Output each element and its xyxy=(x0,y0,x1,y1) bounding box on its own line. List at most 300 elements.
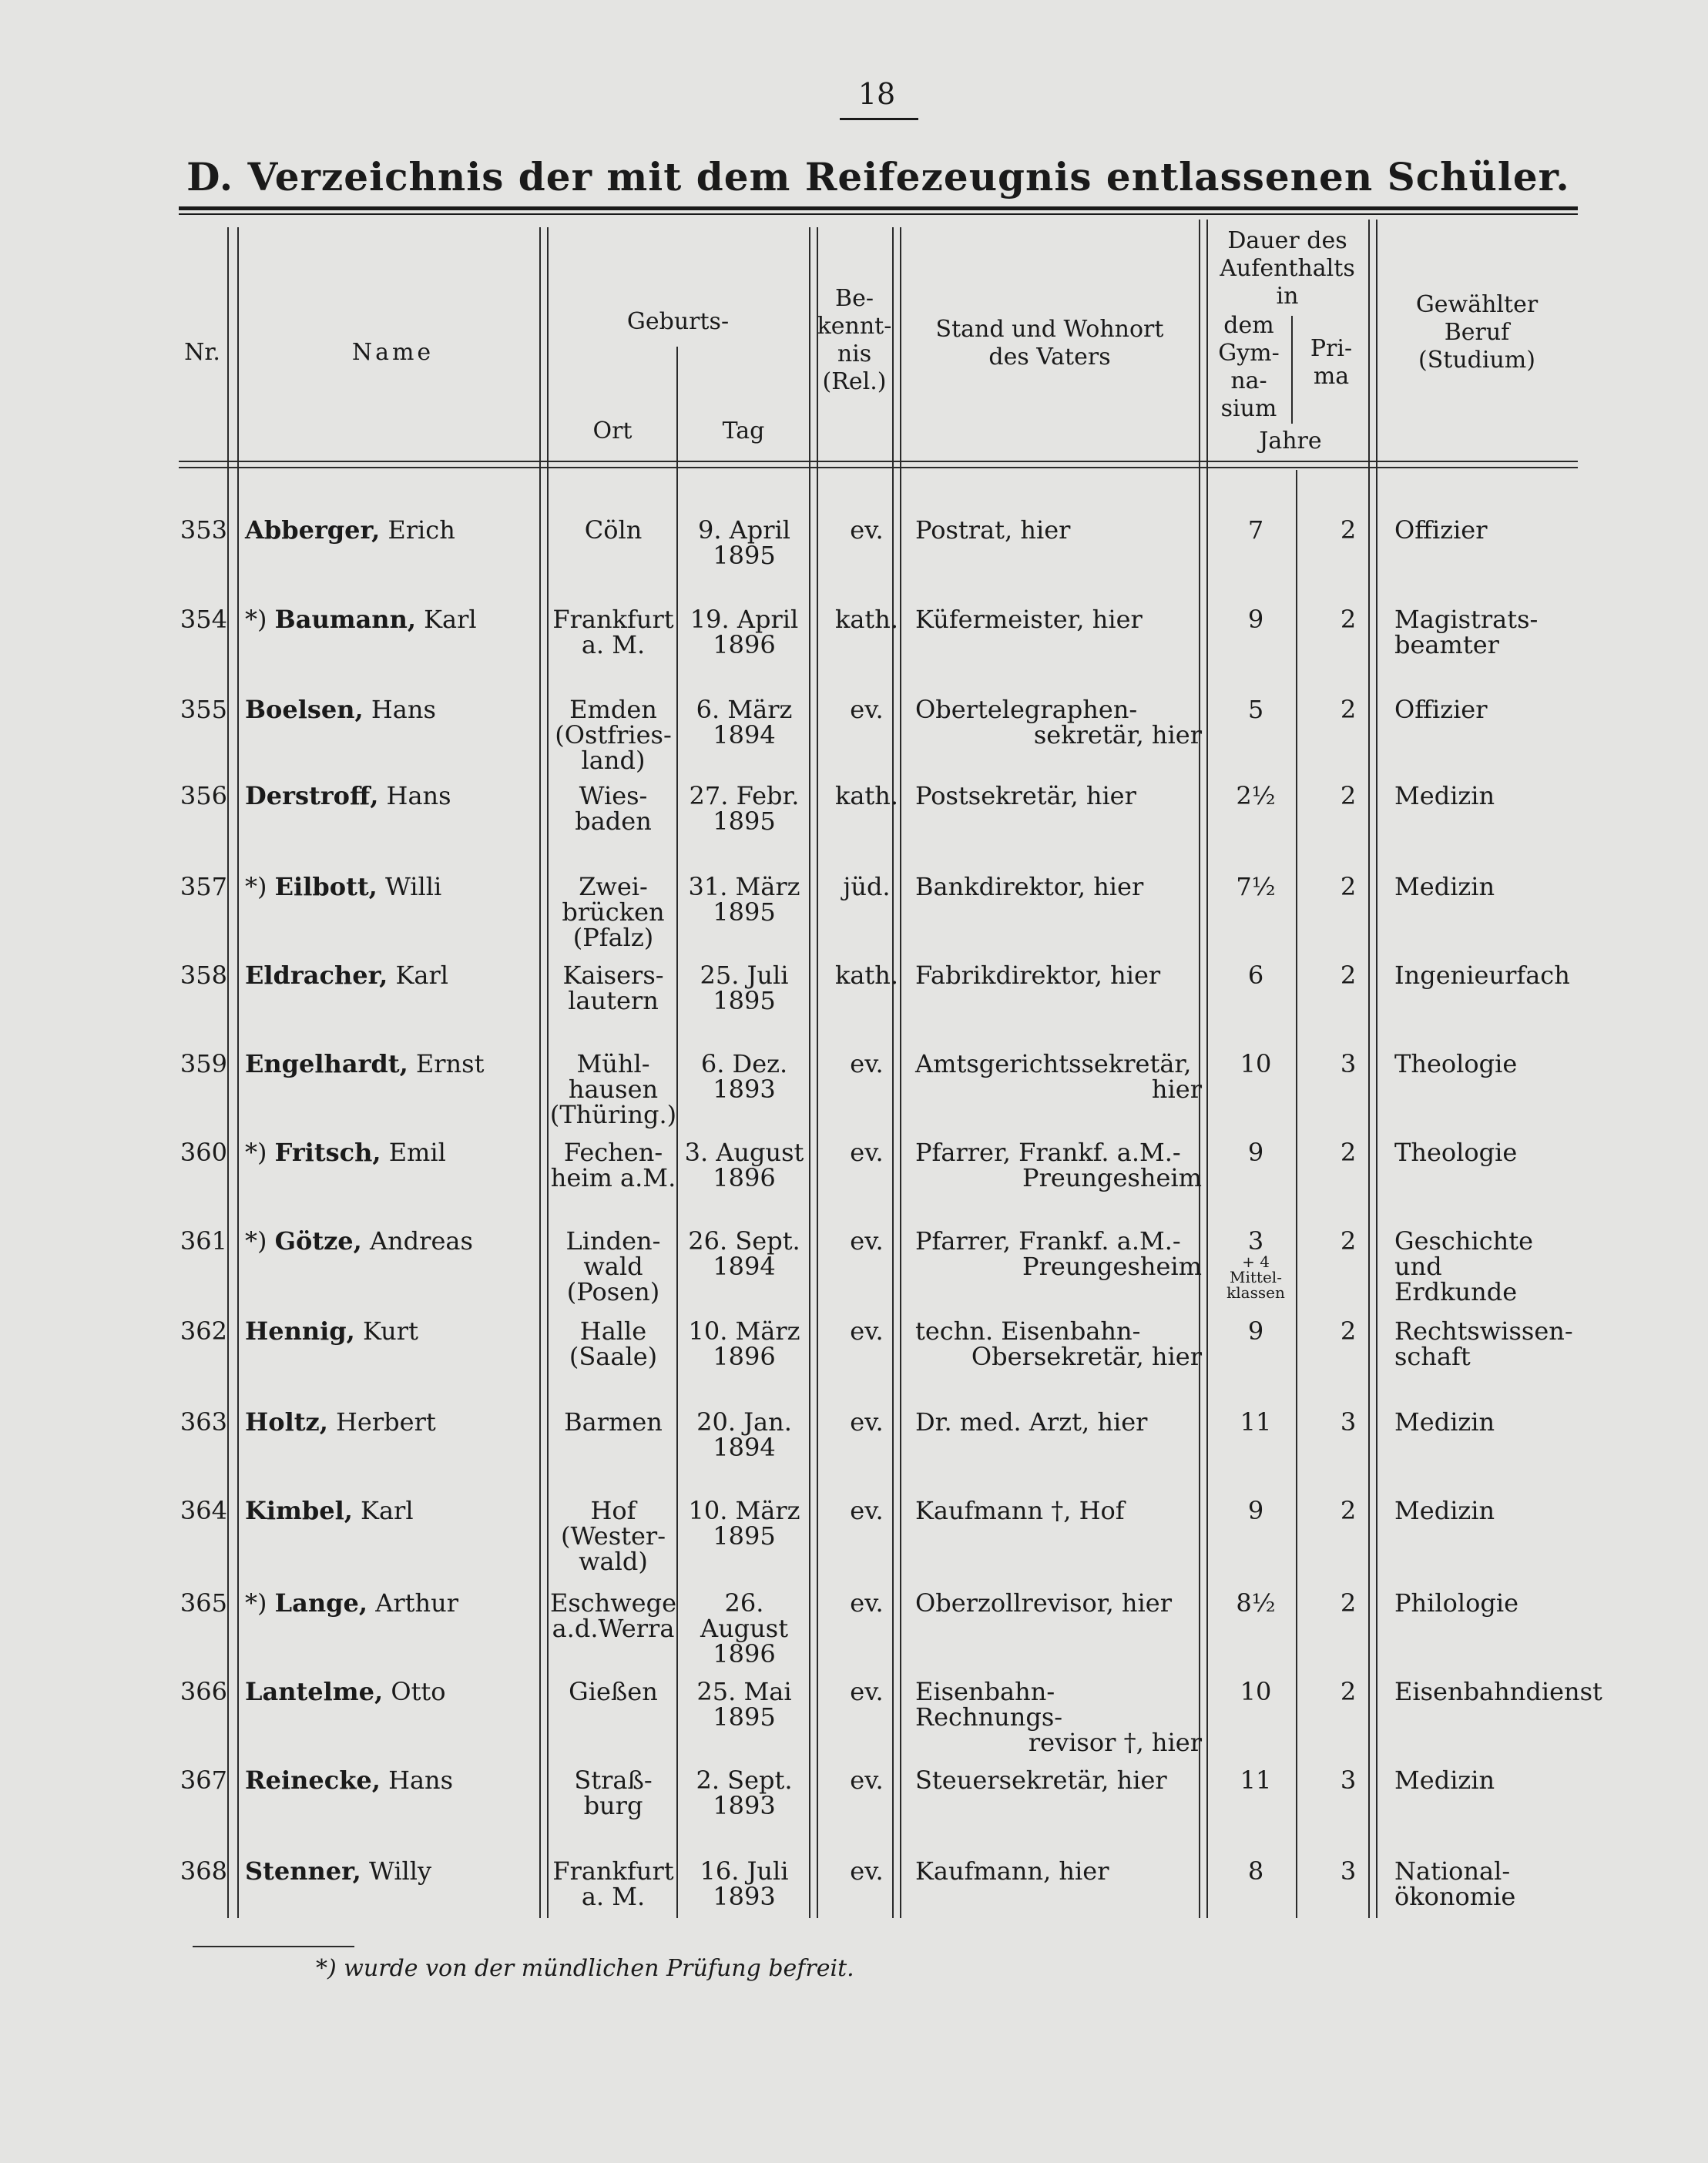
birth-place xyxy=(549,697,678,773)
cell-line: Bankdirektor, hier xyxy=(915,872,1144,901)
cell-line: Theologie xyxy=(1394,1138,1518,1167)
cell-line: techn. Eisenbahn- xyxy=(915,1316,1141,1346)
cell-line: 1894 xyxy=(713,720,776,750)
cell-line: 1894 xyxy=(713,1433,776,1462)
cell-line: Mittel- xyxy=(1230,1268,1282,1286)
student-surname: Reinecke, xyxy=(245,1766,381,1795)
cell-line: Dr. med. Arzt, hier xyxy=(915,1407,1148,1437)
cell-line: heim a.M. xyxy=(550,1163,676,1192)
birth-date xyxy=(678,1588,810,1668)
student-firstname: Karl xyxy=(424,605,477,634)
header-gym: dem Gym- na- sium xyxy=(1218,312,1280,422)
chosen-profession xyxy=(1394,1588,1579,1618)
religion: ev. xyxy=(850,515,884,545)
student-surname: Lantelme, xyxy=(245,1677,384,1706)
cell-line: Medizin xyxy=(1394,1766,1495,1795)
years-prima: 2 xyxy=(1340,695,1357,724)
student-surname: Hennig, xyxy=(245,1316,355,1346)
cell-line: Küfermeister, hier xyxy=(915,605,1143,634)
student-firstname: Arthur xyxy=(375,1588,458,1618)
cell-line: 2. Sept. xyxy=(696,1766,793,1795)
father-occupation xyxy=(915,1679,1202,1756)
cell-line: Oberzollrevisor, hier xyxy=(915,1588,1172,1618)
cell-line: 1895 xyxy=(713,986,776,1015)
cell-line: 3. August xyxy=(684,1138,804,1167)
father-occupation xyxy=(915,1856,1202,1886)
student-name xyxy=(245,963,545,988)
row-number: 366 xyxy=(180,1677,227,1706)
cell-line: Frankfurt xyxy=(552,605,674,634)
years-prima: 3 xyxy=(1340,1407,1357,1437)
cell-line: Medizin xyxy=(1394,781,1495,810)
cell-line: Kaufmann, hier xyxy=(915,1856,1109,1886)
cell-line: 9. April xyxy=(697,515,791,545)
years-gymnasium xyxy=(1210,1316,1302,1346)
years-prima: 2 xyxy=(1340,1677,1357,1706)
student-surname: Baumann, xyxy=(274,605,416,634)
cell-line: Offizier xyxy=(1394,515,1488,545)
chosen-profession xyxy=(1394,1140,1579,1165)
row-number: 364 xyxy=(180,1496,227,1525)
birth-date xyxy=(678,1226,810,1281)
birth-date xyxy=(678,607,810,658)
row-number: 368 xyxy=(180,1856,227,1886)
cell-line: 7½ xyxy=(1236,872,1276,901)
cell-line: 2½ xyxy=(1236,781,1276,810)
row-number: 356 xyxy=(180,781,227,810)
student-firstname: Herbert xyxy=(336,1407,436,1437)
father-occupation xyxy=(915,1316,1202,1371)
cell-line: National- xyxy=(1394,1856,1511,1886)
student-firstname: Ernst xyxy=(415,1049,485,1078)
student-firstname: Kurt xyxy=(362,1316,418,1346)
father-occupation xyxy=(915,697,1202,748)
cell-line: Erdkunde xyxy=(1394,1277,1518,1306)
student-surname: Lange, xyxy=(274,1588,368,1618)
cell-line: Rechtswissen- xyxy=(1394,1316,1573,1346)
cell-line: + 4 xyxy=(1242,1253,1270,1271)
cell-line: Emden xyxy=(569,695,657,724)
student-name xyxy=(245,1226,545,1256)
religion: kath. xyxy=(834,961,899,990)
student-name xyxy=(245,1407,545,1437)
years-gymnasium xyxy=(1210,697,1302,723)
cell-line: Straß- xyxy=(574,1766,653,1795)
religion: ev. xyxy=(850,1766,884,1795)
header-name: Name xyxy=(351,339,435,366)
student-firstname: Emil xyxy=(388,1138,446,1167)
father-occupation xyxy=(915,783,1202,809)
row-number: 362 xyxy=(180,1316,227,1346)
father-occupation xyxy=(915,1588,1202,1618)
years-gymnasium xyxy=(1210,1407,1302,1437)
years-gymnasium xyxy=(1210,1140,1302,1165)
years-gymnasium xyxy=(1210,1051,1302,1077)
footnote-marker: *) xyxy=(245,1226,267,1256)
birth-date xyxy=(678,1316,810,1371)
years-prima: 2 xyxy=(1340,872,1357,901)
header-dauer: Dauer des Aufenthalts in xyxy=(1220,227,1355,310)
student-name xyxy=(245,515,545,545)
cell-line: 7 xyxy=(1247,515,1264,545)
cell-line: Linden- xyxy=(565,1226,661,1256)
years-gymnasium xyxy=(1210,1679,1302,1705)
religion: ev. xyxy=(850,1856,884,1886)
birth-place xyxy=(549,1588,678,1643)
chosen-profession xyxy=(1394,1407,1579,1437)
birth-place xyxy=(549,1316,678,1371)
years-gymnasium xyxy=(1210,1856,1302,1886)
cell-line: Offizier xyxy=(1394,695,1488,724)
cell-line: hausen xyxy=(568,1075,659,1104)
footnote-marker: *) xyxy=(245,605,267,634)
religion: ev. xyxy=(850,1677,884,1706)
student-firstname: Hans xyxy=(386,781,451,810)
birth-date xyxy=(678,1140,810,1191)
student-firstname: Andreas xyxy=(369,1226,473,1256)
header-tag: Tag xyxy=(722,418,765,444)
cell-line: 1895 xyxy=(713,1702,776,1732)
birth-date xyxy=(678,515,810,570)
cell-line: Barmen xyxy=(564,1407,663,1437)
cell-line: 6. März xyxy=(696,695,793,724)
years-prima: 2 xyxy=(1340,1226,1357,1256)
chosen-profession xyxy=(1394,963,1579,988)
cell-line: Magistrats- xyxy=(1394,605,1539,634)
cell-line: Halle xyxy=(579,1316,647,1346)
header-stand: Stand und Wohnort des Vaters xyxy=(935,316,1164,371)
years-gymnasium xyxy=(1210,1768,1302,1793)
student-name xyxy=(245,1051,545,1077)
cell-line: Fabrikdirektor, hier xyxy=(915,961,1161,990)
father-occupation xyxy=(915,607,1202,632)
student-surname: Engelhardt, xyxy=(245,1049,408,1078)
birth-date xyxy=(678,783,810,834)
cell-line: 25. Mai xyxy=(696,1677,792,1706)
cell-line: Philologie xyxy=(1394,1588,1519,1618)
cell-line: 9 xyxy=(1247,605,1264,634)
cell-line: 19. April xyxy=(690,605,799,634)
birth-place xyxy=(549,874,678,951)
cell-line: Eisenbahn-Rechnungs- xyxy=(915,1677,1063,1732)
student-firstname: Willi xyxy=(384,872,442,901)
row-number: 361 xyxy=(180,1226,227,1256)
cell-line: Wies- xyxy=(579,781,648,810)
years-gymnasium xyxy=(1210,1226,1302,1302)
birth-place xyxy=(549,1226,678,1306)
cell-line: 27. Febr. xyxy=(689,781,800,810)
cell-line: (Thüring.) xyxy=(549,1100,677,1129)
birth-date xyxy=(678,697,810,748)
father-occupation xyxy=(915,1768,1202,1793)
cell-line: Medizin xyxy=(1394,872,1495,901)
religion: kath. xyxy=(834,781,899,810)
chosen-profession xyxy=(1394,1856,1579,1911)
cell-line: 9 xyxy=(1247,1138,1264,1167)
title-rule-thin xyxy=(179,213,1578,215)
cell-line: a. M. xyxy=(581,630,646,659)
page-title: D. Verzeichnis der mit dem Reifezeugnis entlassenen Schüler. xyxy=(186,154,1570,200)
cell-line: 10. März xyxy=(688,1316,800,1346)
religion: ev. xyxy=(850,1496,884,1525)
cell-line: baden xyxy=(575,807,652,836)
cell-line: wald) xyxy=(579,1547,648,1576)
header-nr: Nr. xyxy=(184,339,220,366)
chosen-profession xyxy=(1394,874,1579,900)
birth-date xyxy=(678,1407,810,1462)
student-surname: Eilbott, xyxy=(274,872,378,901)
cell-line: Pfarrer, Frankf. a.M.- xyxy=(915,1138,1181,1167)
father-occupation xyxy=(915,1226,1202,1281)
cell-line: Postrat, hier xyxy=(915,515,1071,545)
chosen-profession xyxy=(1394,1226,1579,1306)
years-gymnasium xyxy=(1210,963,1302,988)
years-prima: 2 xyxy=(1340,1138,1357,1167)
years-gymnasium xyxy=(1210,1588,1302,1618)
cell-line: 6. Dez. xyxy=(700,1049,788,1078)
student-surname: Stenner, xyxy=(245,1856,361,1886)
cell-line: 31. März xyxy=(688,872,800,901)
years-gymnasium xyxy=(1210,515,1302,545)
cell-line: 10. März xyxy=(688,1496,800,1525)
father-occupation xyxy=(915,1498,1202,1524)
years-prima: 2 xyxy=(1340,781,1357,810)
cell-line: 11 xyxy=(1240,1407,1272,1437)
cell-line: burg xyxy=(583,1791,643,1820)
row-number: 357 xyxy=(180,872,227,901)
student-name xyxy=(245,1140,545,1165)
student-name xyxy=(245,874,545,900)
years-prima: 3 xyxy=(1340,1856,1357,1886)
footnote-marker: *) xyxy=(245,1588,267,1618)
cell-line: 1894 xyxy=(713,1252,776,1281)
cell-line: beamter xyxy=(1394,630,1499,659)
cell-line: Medizin xyxy=(1394,1496,1495,1525)
cell-line: 1895 xyxy=(713,1521,776,1551)
cell-line: ökonomie xyxy=(1394,1882,1516,1911)
years-prima: 2 xyxy=(1340,605,1357,634)
header-ort: Ort xyxy=(592,418,633,444)
student-firstname: Hans xyxy=(388,1766,454,1795)
chosen-profession xyxy=(1394,1498,1579,1524)
chosen-profession xyxy=(1394,783,1579,809)
chosen-profession xyxy=(1394,1316,1579,1371)
cell-line: 1893 xyxy=(713,1882,776,1911)
cell-line: Hof xyxy=(590,1496,636,1525)
cell-line: Preungesheim xyxy=(1022,1163,1202,1192)
cell-line: 10 xyxy=(1240,1049,1272,1078)
cell-line: Postsekretär, hier xyxy=(915,781,1136,810)
birth-place xyxy=(549,1051,678,1128)
cell-line: Obertelegraphen- xyxy=(915,695,1138,724)
religion: ev. xyxy=(850,1407,884,1437)
student-firstname: Hans xyxy=(371,695,436,724)
student-name xyxy=(245,1316,545,1346)
student-name xyxy=(245,1679,545,1705)
birth-date xyxy=(678,1768,810,1819)
header-jahre: Jahre xyxy=(1259,428,1322,454)
footnote-marker: *) xyxy=(245,872,267,901)
cell-line: 1896 xyxy=(713,630,776,659)
birth-date xyxy=(678,1498,810,1549)
footnote-rule xyxy=(193,1946,354,1947)
birth-place xyxy=(549,1856,678,1911)
row-number: 367 xyxy=(180,1766,227,1795)
student-name xyxy=(245,1588,545,1618)
cell-line: 1896 xyxy=(713,1342,776,1371)
cell-line: Fechen- xyxy=(563,1138,663,1167)
student-name xyxy=(245,1856,545,1886)
chosen-profession xyxy=(1394,1768,1579,1793)
cell-line: Steuersekretär, hier xyxy=(915,1766,1167,1795)
cell-line: Mühl- xyxy=(576,1049,650,1078)
birth-place xyxy=(549,1768,678,1819)
years-gymnasium xyxy=(1210,874,1302,900)
years-prima: 3 xyxy=(1340,1766,1357,1795)
cell-line: Pfarrer, Frankf. a.M.- xyxy=(915,1226,1181,1256)
cell-line: hier xyxy=(1151,1075,1202,1104)
student-surname: Abberger, xyxy=(245,515,381,545)
chosen-profession xyxy=(1394,1051,1579,1077)
row-number: 358 xyxy=(180,961,227,990)
cell-line: 6 xyxy=(1247,961,1264,990)
row-number: 353 xyxy=(180,515,227,545)
birth-date xyxy=(678,1856,810,1911)
religion: ev. xyxy=(850,1138,884,1167)
cell-line: 9 xyxy=(1247,1316,1264,1346)
father-occupation xyxy=(915,874,1202,900)
cell-line: 5 xyxy=(1247,695,1264,724)
birth-date xyxy=(678,874,810,925)
years-prima: 2 xyxy=(1340,961,1357,990)
student-surname: Kimbel, xyxy=(245,1496,353,1525)
cell-line: schaft xyxy=(1394,1342,1471,1371)
footnote: *) wurde von der mündlichen Prüfung befreit. xyxy=(316,1955,854,1982)
header-beruf: Gewählter Beruf (Studium) xyxy=(1415,291,1539,374)
birth-date xyxy=(678,1679,810,1730)
father-occupation xyxy=(915,1051,1202,1102)
cell-line: Gießen xyxy=(569,1677,658,1706)
header-bekenntnis: Be- kennt- nis (Rel.) xyxy=(817,285,892,395)
cell-line: 9 xyxy=(1247,1496,1264,1525)
student-surname: Götze, xyxy=(274,1226,362,1256)
father-occupation xyxy=(915,1407,1202,1437)
cell-line: Medizin xyxy=(1394,1407,1495,1437)
birth-place xyxy=(549,515,678,545)
row-number: 359 xyxy=(180,1049,227,1078)
years-prima: 2 xyxy=(1340,515,1357,545)
birth-date xyxy=(678,963,810,1014)
birth-place xyxy=(549,1407,678,1437)
cell-line: a. M. xyxy=(581,1882,646,1911)
row-number: 360 xyxy=(180,1138,227,1167)
page-number: 18 xyxy=(857,77,896,111)
religion: kath. xyxy=(834,605,899,634)
years-prima: 2 xyxy=(1340,1496,1357,1525)
cell-line: 1896 xyxy=(713,1163,776,1192)
cell-line: 16. Juli xyxy=(700,1856,789,1886)
cell-line: wald xyxy=(583,1252,643,1281)
years-gymnasium xyxy=(1210,1498,1302,1524)
religion: ev. xyxy=(850,1226,884,1256)
religion: ev. xyxy=(850,1588,884,1618)
father-occupation xyxy=(915,1140,1202,1191)
student-name xyxy=(245,697,545,723)
cell-line: Kaufmann †, Hof xyxy=(915,1496,1125,1525)
cell-line: 1895 xyxy=(713,541,776,570)
cell-line: Kaisers- xyxy=(562,961,664,990)
cell-line: 1895 xyxy=(713,897,776,927)
cell-line: Eschwege xyxy=(549,1588,677,1618)
student-name xyxy=(245,1768,545,1793)
years-gymnasium xyxy=(1210,607,1302,632)
cell-line: 8½ xyxy=(1236,1588,1276,1618)
birth-date xyxy=(678,1051,810,1102)
row-number: 363 xyxy=(180,1407,227,1437)
cell-line: 10 xyxy=(1240,1677,1272,1706)
birth-place xyxy=(549,607,678,658)
cell-line: (Wester- xyxy=(560,1521,666,1551)
row-number: 355 xyxy=(180,695,227,724)
cell-line: revisor †, hier xyxy=(1028,1728,1202,1757)
birth-place xyxy=(549,783,678,834)
father-occupation xyxy=(915,515,1202,545)
cell-line: 20. Jan. xyxy=(696,1407,792,1437)
cell-line: 26. Sept. xyxy=(688,1226,800,1256)
chosen-profession xyxy=(1394,607,1579,658)
header-geburts: Geburts- xyxy=(626,308,730,335)
student-surname: Boelsen, xyxy=(245,695,364,724)
years-gymnasium xyxy=(1210,783,1302,809)
cell-line: 1896 xyxy=(713,1639,776,1668)
birth-place xyxy=(549,963,678,1014)
cell-line: Theologie xyxy=(1394,1049,1518,1078)
cell-line: sekretär, hier xyxy=(1033,720,1202,750)
student-firstname: Otto xyxy=(391,1677,446,1706)
footnote-marker: *) xyxy=(245,1138,267,1167)
birth-place xyxy=(549,1498,678,1574)
birth-place xyxy=(549,1140,678,1191)
cell-line: 1895 xyxy=(713,807,776,836)
years-prima: 3 xyxy=(1340,1049,1357,1078)
religion: ev. xyxy=(850,1316,884,1346)
cell-line: (Ostfries- xyxy=(555,720,672,750)
student-firstname: Karl xyxy=(395,961,448,990)
cell-line: Frankfurt xyxy=(552,1856,674,1886)
cell-line: (Posen) xyxy=(566,1277,660,1306)
student-surname: Fritsch, xyxy=(274,1138,381,1167)
cell-line: Preungesheim xyxy=(1022,1252,1202,1281)
student-name xyxy=(245,783,545,809)
birth-place xyxy=(549,1679,678,1705)
cell-line: (Saale) xyxy=(569,1342,658,1371)
cell-line: 25. Juli xyxy=(700,961,789,990)
student-name xyxy=(245,607,545,632)
years-prima: 2 xyxy=(1340,1588,1357,1618)
cell-line: 8 xyxy=(1247,1856,1264,1886)
cell-line: lautern xyxy=(568,986,659,1015)
student-firstname: Karl xyxy=(361,1496,414,1525)
religion: ev. xyxy=(850,1049,884,1078)
chosen-profession xyxy=(1394,697,1579,723)
cell-line: 1893 xyxy=(713,1075,776,1104)
row-number: 365 xyxy=(180,1588,227,1618)
student-surname: Derstroff, xyxy=(245,781,379,810)
cell-line: (Pfalz) xyxy=(572,923,654,952)
cell-line: a.d.Werra xyxy=(552,1614,675,1643)
cell-line: klassen xyxy=(1226,1283,1285,1302)
cell-line: 1893 xyxy=(713,1791,776,1820)
